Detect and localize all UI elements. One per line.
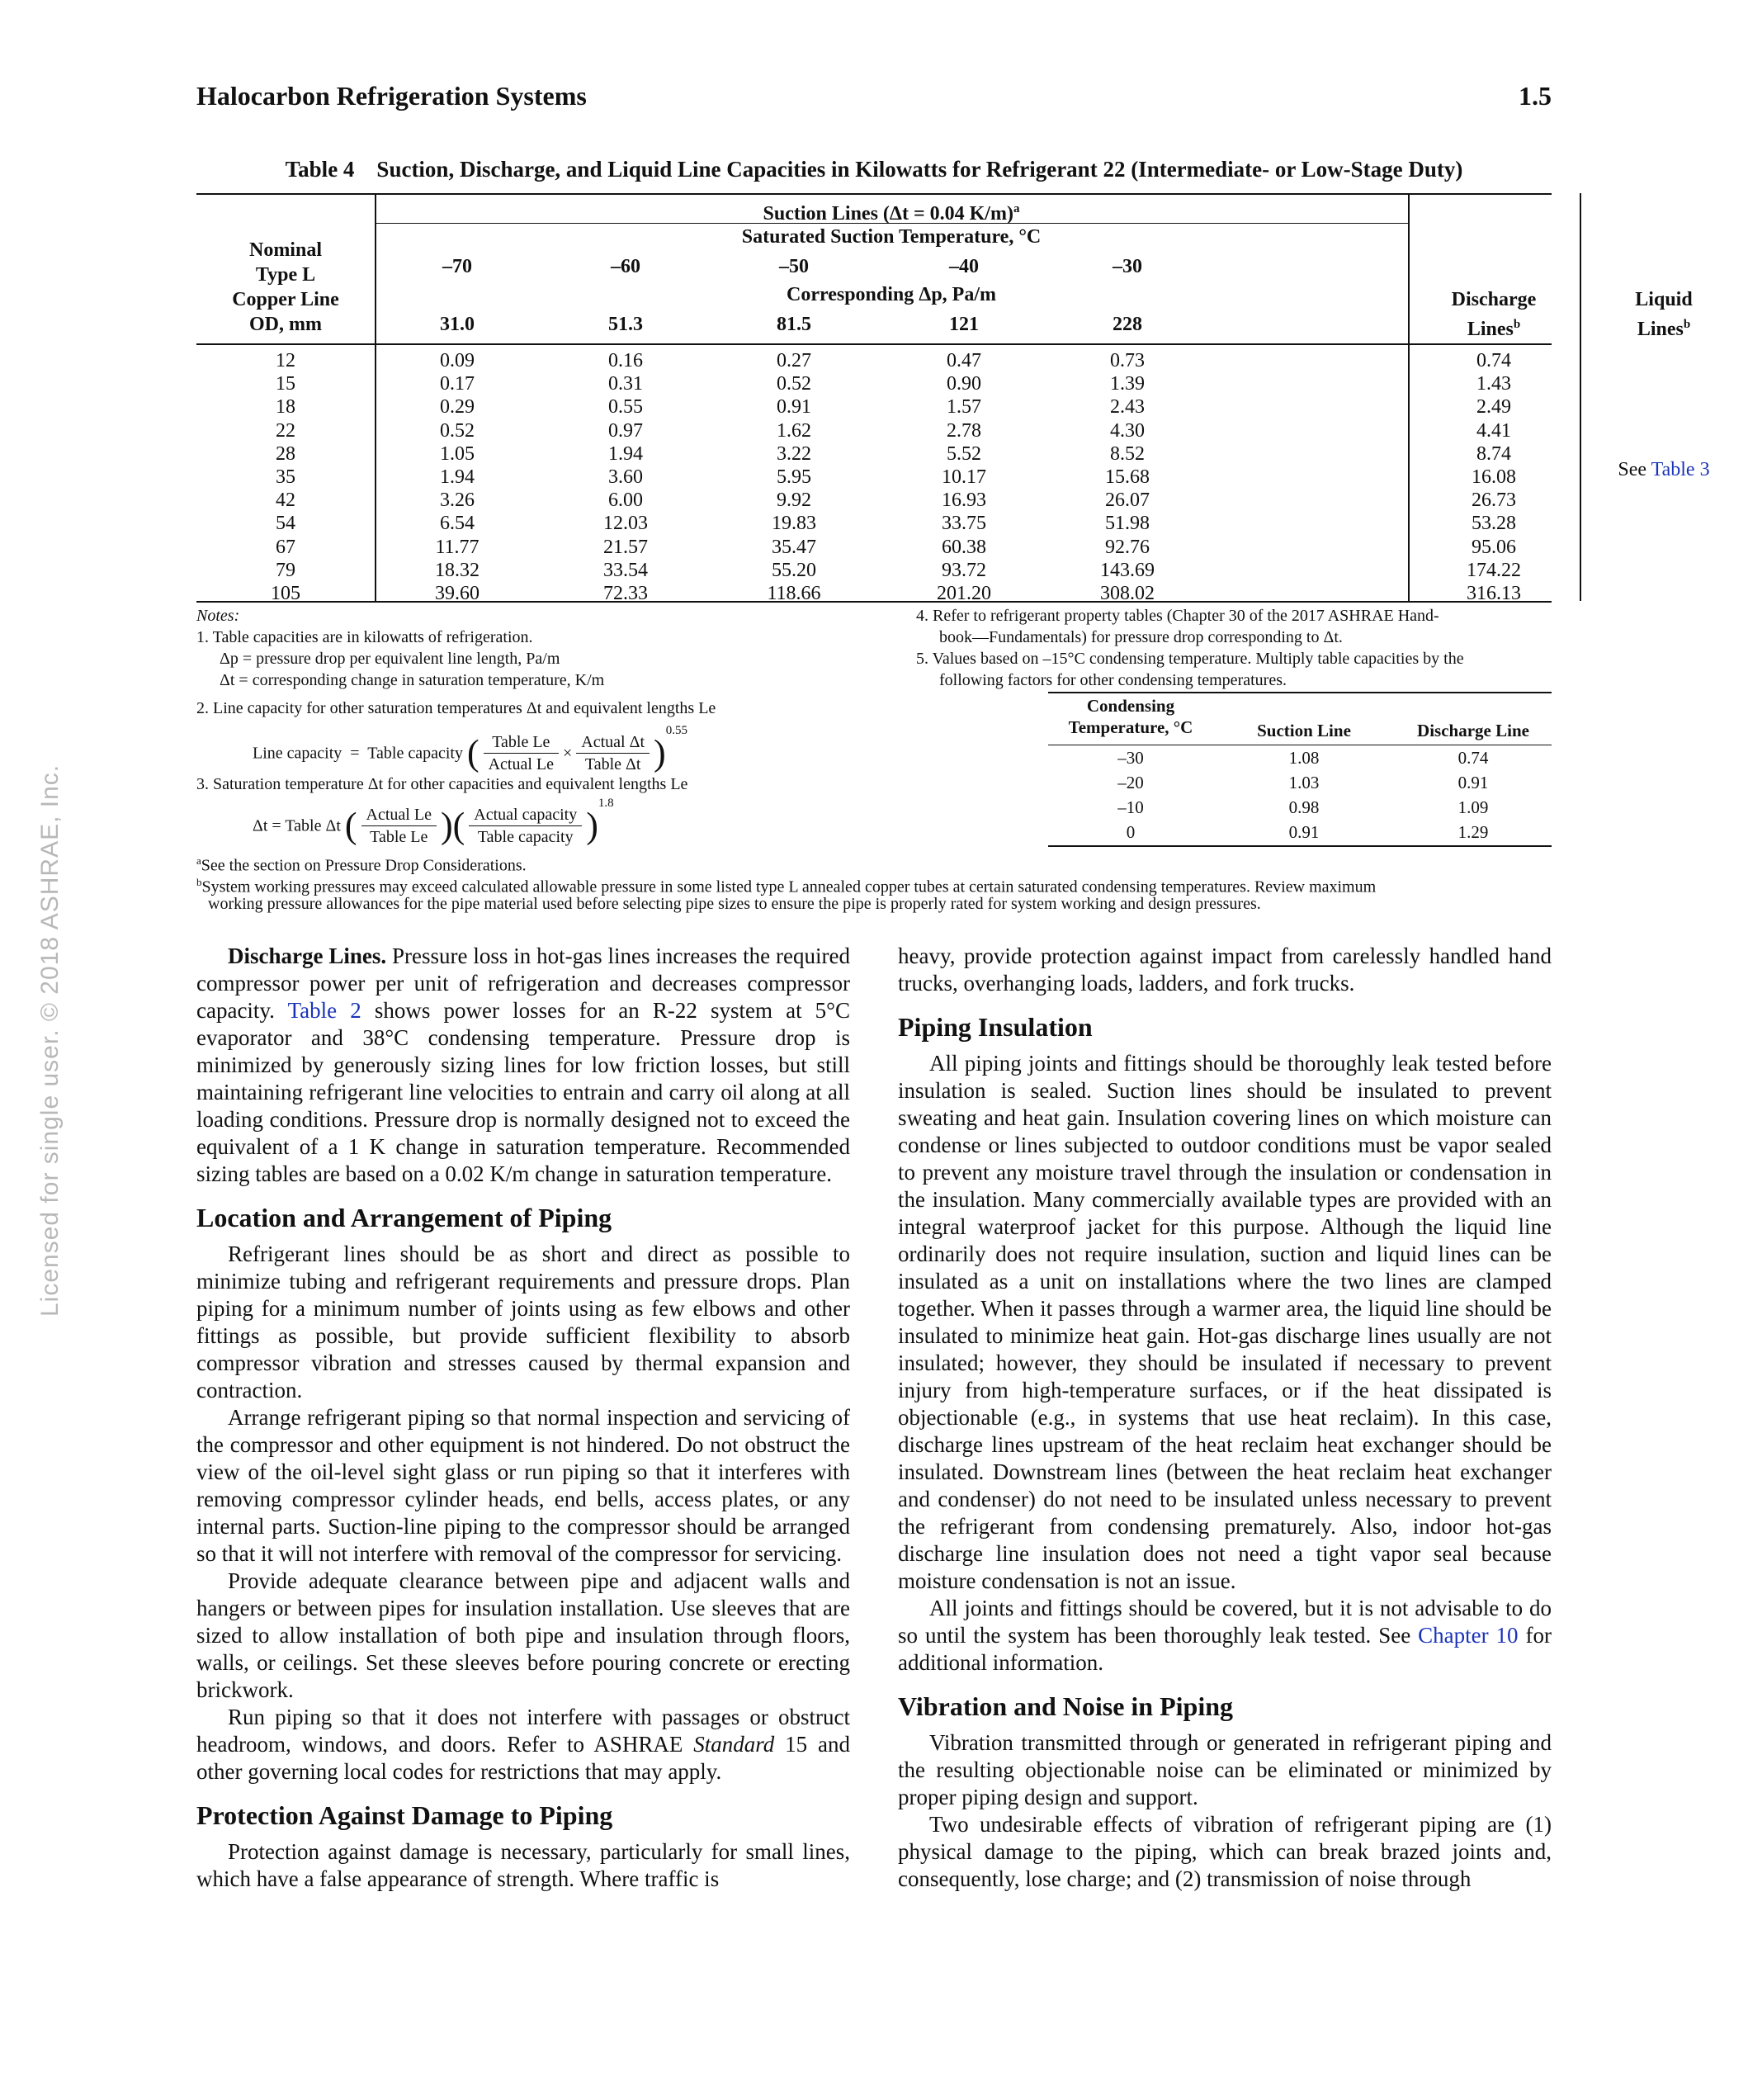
table-cell: 8.52 <box>1110 442 1145 465</box>
chapter-10-link[interactable]: Chapter 10 <box>1418 1623 1519 1648</box>
table-cell: 0.90 <box>947 373 981 395</box>
table-cell: 0.52 <box>440 419 475 442</box>
formula-2-frac2 <box>576 731 650 775</box>
heading-vibration: Vibration and Noise in Piping <box>898 1691 1234 1721</box>
row-od-cell: 12 <box>276 350 295 371</box>
table-cell: 0.91 <box>777 396 811 419</box>
table-cell: 0.97 <box>608 419 643 442</box>
right-column <box>898 943 1552 1893</box>
table-cell: 3.60 <box>608 466 643 488</box>
table-caption: Table 4 Suction, Discharge, and Liquid Line Capacities in Kilowatts for Refrigerant 22 (Intermediate- or Low-Stage Duty) <box>285 157 1463 182</box>
temp-col-2: –60 <box>611 256 640 277</box>
table-cell: 60.38 <box>942 536 986 558</box>
table-cell: 12.03 <box>603 513 648 535</box>
formula-2-frac1 <box>484 731 559 775</box>
cond-table-cell: 0.74 <box>1457 748 1489 768</box>
vibration-para-2: Two undesirable effects of vibration of refrigerant piping are (1) physical damage to the piping, which can break brazed joints and, consequently, lose charge; and (2) transmission of noise through <box>898 1812 1552 1891</box>
row-od-cell: 22 <box>276 419 295 442</box>
note-1b: Δt = corresponding change in saturation temperature, K/m <box>220 671 605 689</box>
location-para-2: Arrange refrigerant piping so that normal inspection and servicing of the compressor and other equipment is not hindered. Do not obstruct the view of the oil-level sight glass or run piping so that it interferes with removing compressor cylinder heads, end bells, access plates, or any internal parts. Suction-line piping to the compressor should be arranged so that it will not interfere with removal of the compressor for servicing. <box>196 1405 850 1566</box>
suction-head-text: Suction Lines (Δt = 0.04 K/m) <box>763 203 1013 225</box>
table-cell: 2.49 <box>1476 396 1511 419</box>
formula-2-exp: 0.55 <box>665 724 687 737</box>
left-column <box>196 943 850 1893</box>
sat-temp-head: Saturated Suction Temperature, °C <box>741 226 1042 248</box>
table-cell: 4.41 <box>1476 419 1511 442</box>
table-cell: 26.73 <box>1472 490 1516 512</box>
table-cell: 2.43 <box>1110 396 1145 419</box>
note-3: 3. Saturation temperature Δt for other capacities and equivalent lengths Le <box>196 775 688 793</box>
table-cell: 143.69 <box>1100 559 1155 581</box>
liquid-see-table <box>1580 459 1748 481</box>
cond-table-cell: –20 <box>1117 773 1144 792</box>
suction-lines-head <box>375 196 1408 226</box>
table-cell: 0.31 <box>608 373 643 395</box>
footnote-a: $^a$See the section on Pressure Drop Considerations. <box>196 854 527 875</box>
cond-table-cell: 0 <box>1126 822 1136 842</box>
discharge-head: Discharge <box>1451 289 1537 310</box>
row-od-cell: 15 <box>276 373 295 395</box>
table-cell: 9.92 <box>777 490 811 512</box>
row-od-cell: 28 <box>276 442 295 465</box>
f3-num1: Actual Le <box>361 804 437 826</box>
table-cell: 0.74 <box>1476 350 1511 371</box>
note-5b: following factors for other condensing temperatures. <box>939 671 1287 689</box>
table-cell: 5.52 <box>947 442 981 465</box>
col-head-line3: Copper Line <box>232 289 339 310</box>
table-cell: 6.00 <box>608 490 643 512</box>
table-cell: 35.47 <box>772 536 816 558</box>
insulation-para-1: All piping joints and fittings should be thoroughly leak tested before insulation is sealed. Suction lines should be insulated to prevent sweating and heat gain. Insulation covering lines on which moisture can condense or lines subjected to outdoor conditions must be vapor sealed to prevent any moisture travel through the insulation or condensation in the insulation. Many commercially available types are provided with an integral waterproof jacket for this purpose. Although the liquid line ordinarily does not require insulation, suction and liquid lines can be insulated as a unit on installations where the two lines are clamped together. When it passes through a warmer area, the liquid line should be insulated to minimize heat gain. Hot-gas discharge lines usually are not insulated; however, they should be insulated if necessary to prevent injury from high-temperature surfaces, or if the heat dissipated is objectionable (e.g., in systems that use heat reclaim). In this case, discharge lines upstream of the heat reclaim heat exchanger should be insulated. Downstream lines (between the heat reclaim heat exchanger and condenser) do not need to be insulated unless necessary to prevent the refrigerant from condensing prematurely. Also, indoor hot-gas discharge line insulation does not need a tight vapor seal because moisture condensation is not an issue. <box>898 1051 1552 1593</box>
table-cell: 95.06 <box>1472 536 1516 558</box>
table-cell: 19.83 <box>772 513 816 535</box>
cond-head-3: Discharge Line <box>1417 721 1529 740</box>
table-cell: 21.57 <box>603 536 648 558</box>
footnote-a-text: See the section on Pressure Drop Considerations. <box>201 856 527 875</box>
formula-2: Line capacity = Table capacity ( $\frac{\text{Table Le}}{\text{Actual Le}}$ × $\frac{\text{Actual Δt}}{\text{Table Δt}}$ )$^{0.55}$ <box>253 724 687 773</box>
page-number: 1.5 <box>1519 81 1552 111</box>
table-cell: 4.30 <box>1110 419 1145 442</box>
insulation-para-2-a: All joints and fittings should be covered, but it is not advisable to do so until the system has been thoroughly leak tested. See <box>898 1596 1552 1648</box>
table-cell: 1.94 <box>608 442 643 465</box>
table-cell: 51.98 <box>1105 513 1150 535</box>
col-head-line2: Type L <box>255 264 316 286</box>
table-cell: 174.22 <box>1467 559 1521 581</box>
table-cell: 0.47 <box>947 350 981 371</box>
cond-table-cell: 0.91 <box>1288 822 1320 842</box>
f3-num2: Actual capacity <box>469 804 582 826</box>
location-para-4 <box>196 1704 850 1785</box>
row-od-cell: 35 <box>276 466 295 488</box>
cond-head-1a: Condensing <box>1086 696 1175 716</box>
formula-3-frac1 <box>361 804 437 848</box>
dp-col-4: 121 <box>949 314 979 335</box>
table-cell: 0.17 <box>440 373 475 395</box>
cond-table-cell: –10 <box>1117 797 1144 817</box>
discharge-lines-para <box>196 943 850 1188</box>
insulation-para-2 <box>898 1595 1552 1677</box>
protection-cont-para: heavy, provide protection against impact from carelessly handled hand trucks, overhanging loads, ladders, and fork trucks. <box>898 944 1552 996</box>
discharge-head-sup: b <box>1513 318 1521 331</box>
f3-den2: Table capacity <box>477 827 574 846</box>
col-head-line1: Nominal <box>248 239 322 261</box>
table-cell: 55.20 <box>772 559 816 581</box>
cond-table-cell: 1.29 <box>1457 822 1489 842</box>
discharge-head-2 <box>1408 312 1580 342</box>
table-cell: 0.52 <box>777 373 811 395</box>
cond-table-cell: 1.09 <box>1457 797 1489 817</box>
table-cell: 1.43 <box>1476 373 1511 395</box>
temp-col-4: –40 <box>949 256 979 277</box>
table-cell: 16.93 <box>942 490 986 512</box>
cond-head-1b: Temperature, °C <box>1068 717 1193 737</box>
table-cell: 8.74 <box>1476 442 1511 465</box>
table-2-link[interactable]: Table 2 <box>287 998 361 1023</box>
table-cell: 92.76 <box>1105 536 1150 558</box>
f2-num2: Actual Δt <box>576 731 650 754</box>
protection-para: Protection against damage is necessary, particularly for small lines, which have a false appearance of strength. Where traffic is <box>196 1839 850 1891</box>
table-cell: 11.77 <box>435 536 480 558</box>
location-para-1: Refrigerant lines should be as short and direct as possible to minimize tubing and refrigerant requirements and pressure drops. Plan piping for a minimum number of joints using as few elbows and other fittings as possible, but provide sufficient flexibility to absorb compressor vibration and stresses caused by thermal expansion and contraction. <box>196 1242 850 1402</box>
table-cell: 3.22 <box>777 442 811 465</box>
discharge-head-2-text: Lines <box>1467 319 1514 340</box>
suction-head-sup: a <box>1013 202 1020 215</box>
notes-label: Notes: <box>196 607 240 625</box>
table-cell: 72.33 <box>603 583 648 604</box>
table-cell: 3.26 <box>440 490 475 512</box>
row-od-cell: 54 <box>276 513 295 535</box>
table-cell: 26.07 <box>1105 490 1150 512</box>
table-cell: 1.94 <box>440 466 475 488</box>
license-watermark: Licensed for single user. © 2018 ASHRAE, Inc. <box>36 764 64 1317</box>
table-cell: 0.16 <box>608 350 643 371</box>
col-head-line4: OD, mm <box>249 314 322 335</box>
table-cell: 0.55 <box>608 396 643 419</box>
heading-location: Location and Arrangement of Piping <box>196 1203 612 1232</box>
row-od-cell: 42 <box>276 490 295 512</box>
footnote-b-2: working pressure allowances for the pipe material used before selecting pipe sizes to ensure the pipe is properly rated for system working and design pressures. <box>208 895 1261 913</box>
location-para-4-italic: Standard <box>693 1732 775 1757</box>
table-cell: 1.39 <box>1110 373 1145 395</box>
table-cell: 0.73 <box>1110 350 1145 371</box>
cond-table-cell: 1.08 <box>1288 748 1320 768</box>
table-cell: 93.72 <box>942 559 986 581</box>
footnote-b-text-1: System working pressures may exceed calculated allowable pressure in some listed type L annealed copper tubes at certain saturated condensing temperatures. Review maximum <box>201 877 1377 896</box>
liquid-head-2 <box>1580 312 1748 342</box>
note-4b: book—Fundamentals) for pressure drop corresponding to Δt. <box>939 628 1343 646</box>
table-cell: 1.62 <box>777 419 811 442</box>
temp-col-5: –30 <box>1113 256 1142 277</box>
table-cell: 33.75 <box>942 513 986 535</box>
table-cell: 10.17 <box>942 466 986 488</box>
table-cell: 2.78 <box>947 419 981 442</box>
discharge-lines-lead: Discharge Lines. <box>228 944 387 968</box>
note-1a: Δp = pressure drop per equivalent line length, Pa/m <box>220 650 560 668</box>
table-cell: 39.60 <box>435 583 480 604</box>
table-cell: 16.08 <box>1472 466 1516 488</box>
heading-insulation: Piping Insulation <box>898 1012 1093 1042</box>
table-cell: 308.02 <box>1100 583 1155 604</box>
table-cell: 33.54 <box>603 559 648 581</box>
row-od-cell: 105 <box>271 583 300 604</box>
table-cell: 118.66 <box>767 583 821 604</box>
formula-3-exp: 1.8 <box>598 797 614 810</box>
discharge-text-a: Pressure loss in hot-gas lines increases the required compressor power per unit of refrigeration and decreases compressor capacity. <box>196 944 850 1023</box>
liquid-see-text: See <box>1618 459 1651 480</box>
dp-col-1: 31.0 <box>440 314 475 335</box>
table-cell: 53.28 <box>1472 513 1516 535</box>
note-4a: 4. Refer to refrigerant property tables (Chapter 30 of the 2017 ASHRAE Hand- <box>916 607 1439 625</box>
cond-table-cell: 0.91 <box>1457 773 1489 792</box>
row-od-cell: 18 <box>276 396 295 419</box>
f2-den1: Actual Le <box>488 754 555 773</box>
f2-num1: Table Le <box>484 731 559 754</box>
f2-den2: Table Δt <box>584 754 641 773</box>
insulation-para-2-b: for additional information. <box>898 1623 1552 1675</box>
heading-protection: Protection Against Damage to Piping <box>196 1800 613 1830</box>
liquid-head-sup: b <box>1683 318 1691 331</box>
running-title: Halocarbon Refrigeration Systems <box>196 81 587 111</box>
formula-3-frac2 <box>469 804 582 848</box>
cond-head-2: Suction Line <box>1257 721 1351 740</box>
table-cell: 0.29 <box>440 396 475 419</box>
footnote-b: $^b$System working pressures may exceed calculated allowable pressure in some listed type L annealed copper tubes at certain saturated condensing temperatures. Review maximum <box>196 876 1377 896</box>
formula-3: Δt = Table Δt ( $\frac{\text{Actual Le}}{\text{Table Le}}$ )( $\frac{\text{Actual capacity}}{\text{Table capacity}}$ )$^{1.8}$ <box>253 797 614 846</box>
note-2: 2. Line capacity for other saturation temperatures Δt and equivalent lengths Le <box>196 699 716 717</box>
row-od-cell: 67 <box>276 536 295 558</box>
table-cell: 5.95 <box>777 466 811 488</box>
note-5a: 5. Values based on –15°C condensing temperature. Multiply table capacities by the <box>916 650 1464 668</box>
discharge-text-b: shows power losses for an R-22 system at 5°C evaporator and 38°C condensing temperature. Pressure drop is minimized by generously sizing lines for low friction losses, but still maintaining refrigerant line velocities to entrain and carry oil along at all loading conditions. Pressure drop is normally designed not to exceed the equivalent of a 1 K change in saturation temperature. Recommended sizing tables are based on a 0.02 K/m change in saturation temperature. <box>196 998 850 1186</box>
dp-col-3: 81.5 <box>777 314 811 335</box>
note-1: 1. Table capacities are in kilowatts of refrigeration. <box>196 628 533 646</box>
liquid-head-2-text: Lines <box>1637 319 1684 340</box>
temp-col-1: –70 <box>442 256 472 277</box>
dp-col-5: 228 <box>1113 314 1142 335</box>
table-cell: 18.32 <box>435 559 480 581</box>
table-4 <box>196 193 1710 604</box>
temp-col-3: –50 <box>779 256 809 277</box>
table-cell: 1.05 <box>440 442 475 465</box>
table-cell: 15.68 <box>1105 466 1150 488</box>
table-cell: 316.13 <box>1467 583 1521 604</box>
cond-table-cell: 1.03 <box>1288 773 1320 792</box>
liquid-head: Liquid <box>1635 289 1693 310</box>
table-cell: 0.09 <box>440 350 475 371</box>
vibration-para-1: Vibration transmitted through or generated in refrigerant piping and the resulting objectionable noise can be eliminated or minimized by proper piping design and support. <box>898 1730 1552 1809</box>
location-para-4-b: 15 and other governing local codes for restrictions that may apply. <box>196 1732 851 1784</box>
table-cell: 1.57 <box>947 396 981 419</box>
location-para-4-a: Run piping so that it does not interfere with passages or obstruct headroom, windows, and doors. Refer to ASHRAE <box>196 1705 850 1757</box>
dp-head: Corresponding Δp, Pa/m <box>787 284 996 305</box>
formula-3-lhs: Δt = Table Δt <box>253 816 341 835</box>
cond-table-cell: 0.98 <box>1288 797 1320 817</box>
row-od-cell: 79 <box>276 559 295 581</box>
table-cell: 6.54 <box>440 513 475 535</box>
table-cell: 201.20 <box>937 583 991 604</box>
notes-label-text: Notes <box>196 607 234 625</box>
table-cell: 0.27 <box>777 350 811 371</box>
table-3-link[interactable]: Table 3 <box>1651 459 1710 480</box>
cond-table-cell: –30 <box>1117 748 1144 768</box>
location-para-3: Provide adequate clearance between pipe and adjacent walls and hangers or between pipes for insulation installation. Use sleeves that are sized to allow installation of both pipe and insulation through floors, walls, or ceilings. Set these sleeves before pouring concrete or erecting brickwork. <box>196 1568 850 1702</box>
f3-den1: Table Le <box>370 827 428 846</box>
formula-2-lhs: Line capacity = Table capacity <box>253 744 463 763</box>
dp-col-2: 51.3 <box>608 314 643 335</box>
